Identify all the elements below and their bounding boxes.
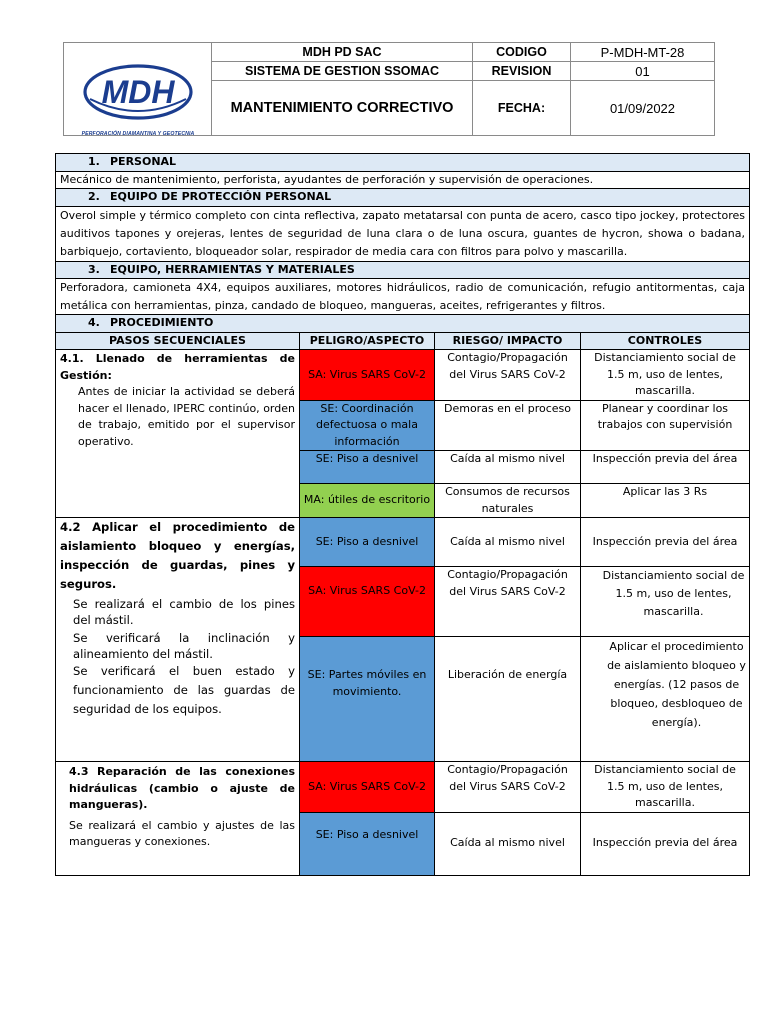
hazard-cell: SE: Piso a desnivel — [300, 812, 435, 875]
control-cell: Planear y coordinar los trabajos con supervisión — [581, 400, 750, 451]
revision-value: 01 — [571, 62, 715, 81]
risk-cell: Caída al mismo nivel — [435, 518, 581, 567]
control-cell: Distanciamiento social de 1.5 m, uso de lentes, mascarilla. — [581, 762, 750, 813]
logo-cell — [64, 43, 212, 136]
step-body: Se verificará la inclinación y alineamiento del mástil. — [73, 631, 295, 661]
section-title: EQUIPO, HERRAMIENTAS Y MATERIALES — [110, 262, 355, 276]
revision-label: REVISION — [473, 62, 571, 81]
section-number: 2. — [88, 190, 100, 203]
document-header — [63, 42, 715, 136]
step-body: Se realizará el cambio y ajustes de las mangueras y conexiones. — [69, 818, 295, 848]
risk-cell: Caída al mismo nivel — [435, 812, 581, 875]
table-row — [56, 518, 750, 567]
hazard-cell: SE: Coordinación defectuosa o mala información — [300, 400, 435, 451]
section-number: 4. — [88, 316, 100, 329]
section-personal-text: Mecánico de mantenimiento, perforista, ayudantes de perforación y supervisión de operaciones. — [56, 171, 750, 189]
column-header-controles: CONTROLES — [581, 332, 750, 350]
logo-text: MDH — [101, 74, 175, 110]
table-row — [56, 350, 750, 401]
step-title: 4.3 Reparación de las conexiones hidráulicas (cambio o ajuste de mangueras). — [69, 765, 295, 811]
risk-cell: Contagio/Propagación del Virus SARS CoV-2 — [435, 567, 581, 637]
column-header-pasos: PASOS SECUENCIALES — [56, 332, 300, 350]
risk-cell: Demoras en el proceso — [435, 400, 581, 451]
hazard-cell: SA: Virus SARS CoV-2 — [300, 762, 435, 813]
system-name: SISTEMA DE GESTION SSOMAC — [212, 62, 473, 81]
control-cell: Aplicar el procedimiento de aislamiento bloqueo y energías. (12 pasos de bloqueo, desbloqueo de energía). — [581, 637, 750, 762]
section-epp-text: Overol simple y térmico completo con cinta reflectiva, zapato metatarsal con punta de acero, casco tipo jockey, protectores auditivos tapones y orejeras, lentes de seguridad de luna clara o de luna oscura, guantes de hycron, showa o badana, barbiquejo, cortaviento, bloqueador solar, respirador de media cara con filtros para polvo y mascarilla. — [56, 206, 750, 261]
codigo-label: CODIGO — [473, 43, 571, 62]
step-4-3-cell — [56, 762, 300, 876]
section-title: EQUIPO DE PROTECCIÓN PERSONAL — [110, 190, 332, 203]
step-4-1-cell — [56, 350, 300, 518]
risk-cell: Contagio/Propagación del Virus SARS CoV-2 — [435, 762, 581, 813]
hazard-cell: MA: útiles de escritorio — [300, 484, 435, 518]
hazard-cell: SE: Piso a desnivel — [300, 451, 435, 484]
hazard-cell: SA: Virus SARS CoV-2 — [300, 567, 435, 637]
column-header-riesgo: RIESGO/ IMPACTO — [435, 332, 581, 350]
section-epp-header — [56, 189, 750, 207]
control-cell: Inspección previa del área — [581, 812, 750, 875]
section-number: 3. — [88, 262, 100, 276]
section-personal-header — [56, 154, 750, 172]
fecha-value: 01/09/2022 — [571, 81, 715, 136]
section-equipo-text: Perforadora, camioneta 4X4, equipos auxiliares, motores hidráulicos, radio de comunicación, refugio antitormentas, caja metálica con herramientas, pinza, candado de bloqueo, mangueras, aceites, refrigerantes y filtros. — [56, 279, 750, 315]
control-cell: Distanciamiento social de 1.5 m, uso de lentes, mascarilla. — [581, 567, 750, 637]
hazard-cell: SE: Partes móviles en movimiento. — [300, 637, 435, 762]
fecha-label: FECHA: — [473, 81, 571, 136]
control-cell: Inspección previa del área — [581, 451, 750, 484]
step-body: Se verificará el buen estado y funcionamiento de las guardas de seguridad de los equipos. — [73, 664, 295, 716]
section-title: PROCEDIMIENTO — [110, 316, 214, 329]
risk-cell: Consumos de recursos naturales — [435, 484, 581, 518]
section-number: 1. — [88, 155, 100, 168]
step-body: Se realizará el cambio de los pines del mástil. — [73, 597, 295, 627]
section-title: PERSONAL — [110, 155, 177, 168]
step-body: Antes de iniciar la actividad se deberá hacer el llenado, IPERC continúo, orden de trabajo, emitido por el supervisor operativo. — [78, 385, 295, 448]
column-header-peligro: PELIGRO/ASPECTO — [300, 332, 435, 350]
control-cell: Inspección previa del área — [581, 518, 750, 567]
risk-cell: Contagio/Propagación del Virus SARS CoV-2 — [435, 350, 581, 401]
control-cell: Aplicar las 3 Rs — [581, 484, 750, 518]
control-cell: Distanciamiento social de 1.5 m, uso de lentes, mascarilla. — [581, 350, 750, 401]
doc-title: MANTENIMIENTO CORRECTIVO — [212, 81, 473, 136]
section-equipo-header — [56, 261, 750, 279]
hazard-cell: SA: Virus SARS CoV-2 — [300, 350, 435, 401]
risk-cell: Caída al mismo nivel — [435, 451, 581, 484]
table-row — [56, 762, 750, 813]
step-title: 4.2 Aplicar el procedimiento de aislamiento bloqueo y energías, inspección de guardas, pines y seguros. — [60, 520, 295, 591]
step-title: 4.1. Llenado de herramientas de Gestión: — [60, 352, 295, 382]
section-procedimiento-header — [56, 315, 750, 333]
hazard-cell: SE: Piso a desnivel — [300, 518, 435, 567]
company-name: MDH PD SAC — [212, 43, 473, 62]
procedure-table — [55, 153, 750, 876]
step-4-2-cell — [56, 518, 300, 762]
risk-cell: Liberación de energía — [435, 637, 581, 762]
logo-subtitle: PERFORACIÓN DIAMANTINA Y GEOTECNIA — [81, 131, 195, 137]
codigo-value: P-MDH-MT-28 — [571, 43, 715, 62]
mdh-logo-icon — [82, 63, 194, 121]
